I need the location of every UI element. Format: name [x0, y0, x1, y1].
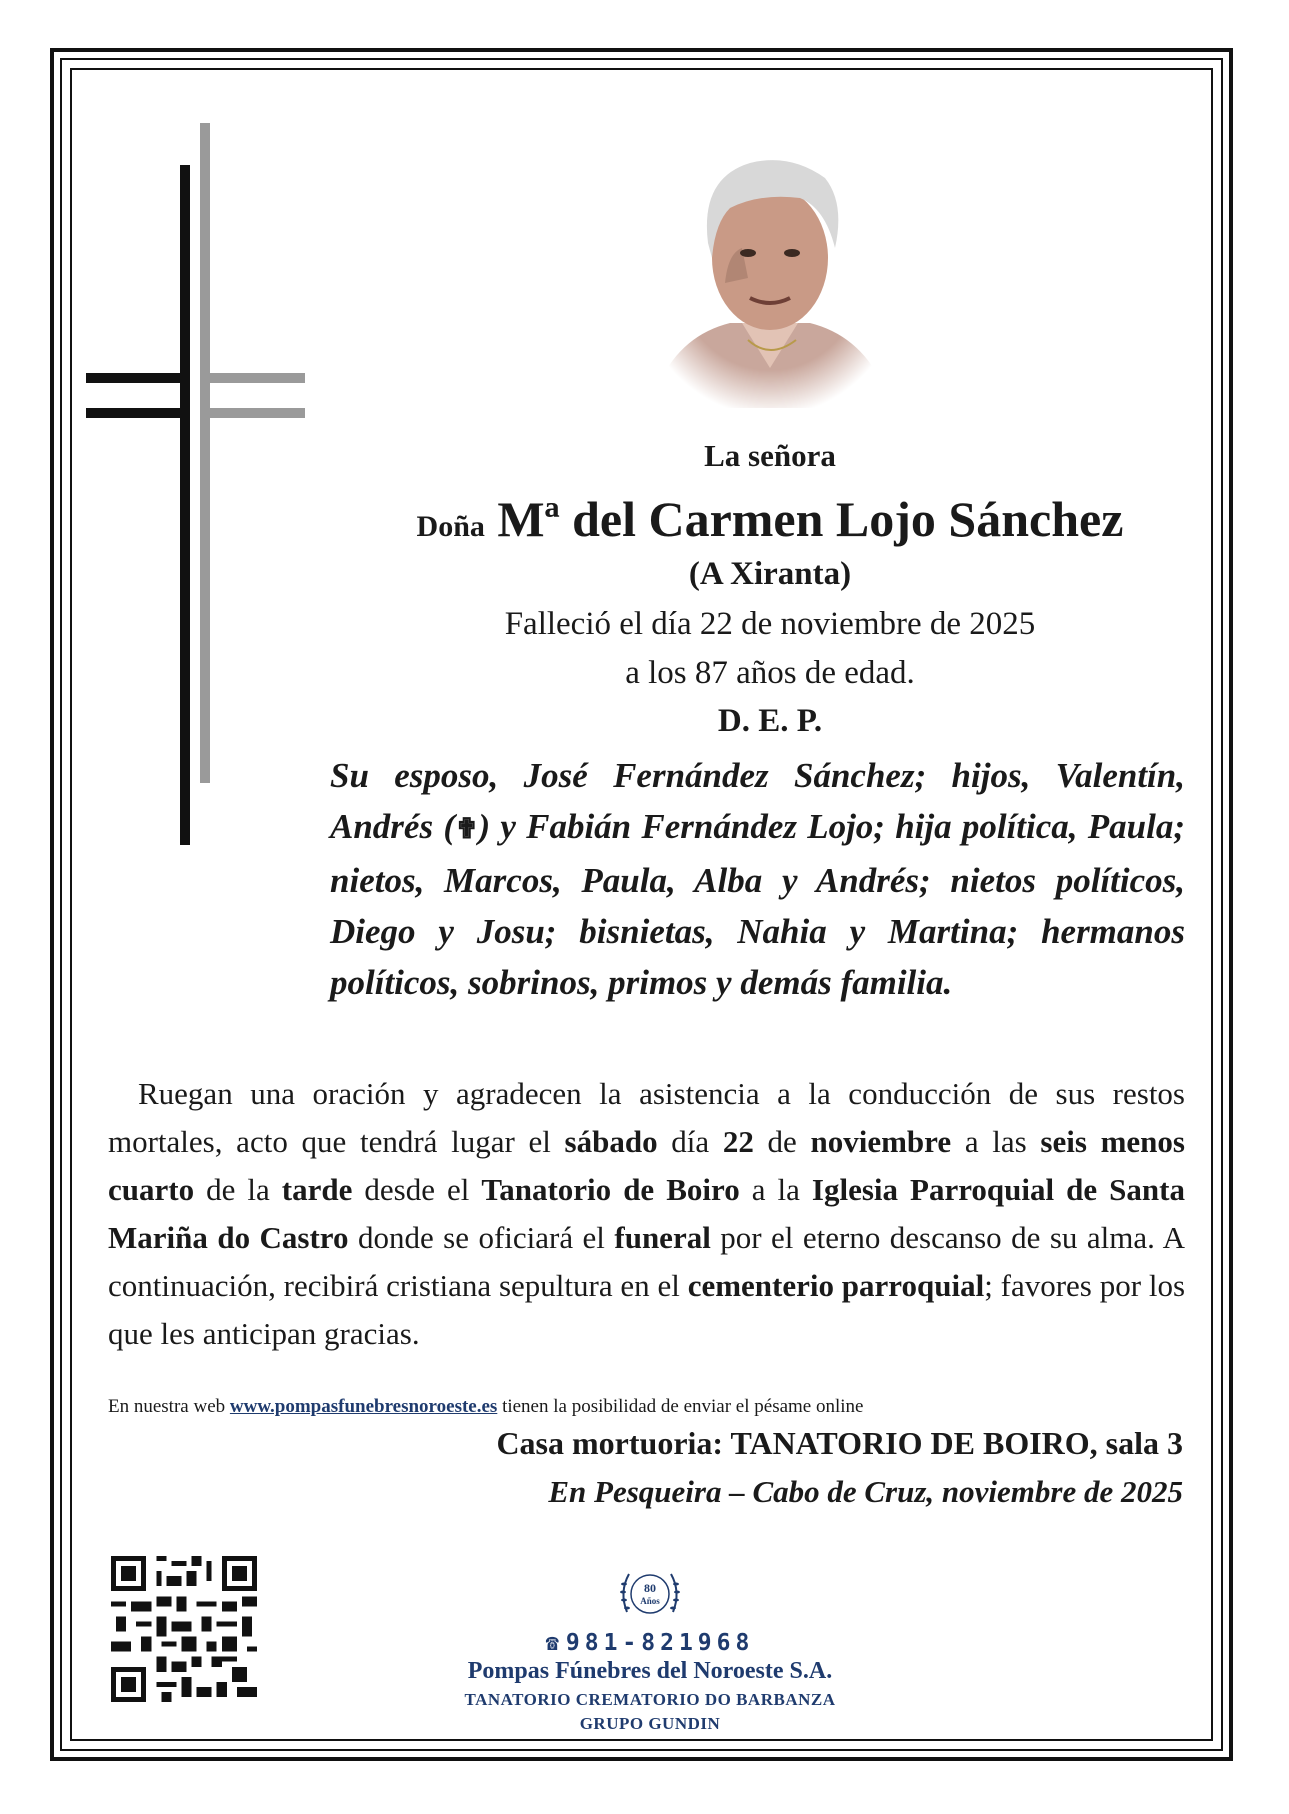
anniversary-badge-icon: [615, 1560, 685, 1630]
body-text-10: ; favores por los que les anticipan gracias.: [108, 1268, 1186, 1351]
body-text-1: Ruegan una oración y agradecen la asistencia a la conducción de sus restos mortales, acto que tendrá lugar el: [108, 1076, 1185, 1159]
deceased-name: [330, 490, 1210, 548]
body-text-3: de: [753, 1124, 811, 1159]
body-bold-9: cementerio parroquial: [687, 1268, 985, 1303]
phone-number[interactable]: [400, 1630, 900, 1656]
cross-black-vertical: [180, 165, 190, 845]
ceremony-paragraph: [108, 1070, 1185, 1358]
qr-code-icon[interactable]: [111, 1556, 257, 1702]
company-subtitle-1: TANATORIO CREMATORIO DO BARBANZA: [464, 1690, 836, 1709]
place-date-line: En Pesqueira – Cabo de Cruz, noviembre de 2025: [548, 1474, 1183, 1509]
body-bold-4: seis menos cuarto: [108, 1124, 1185, 1207]
company-subtitle-2: GRUPO GUNDIN: [579, 1714, 721, 1733]
body-text-5: de la: [194, 1172, 282, 1207]
body-text-6: desde el: [352, 1172, 482, 1207]
body-bold-5: tarde: [281, 1172, 353, 1207]
badge-number: 80: [644, 1581, 656, 1595]
body-text-7: a la: [739, 1172, 812, 1207]
death-date-line: Falleció el día 22 de noviembre de 2025: [504, 606, 1036, 642]
phone-value: 981-821968: [565, 1630, 755, 1656]
family-paragraph: [330, 750, 1185, 1008]
family-text-1: Su esposo, José Fernández Sánchez; hijos, Valentín, Andrés (: [330, 756, 1185, 846]
rip-text: D. E. P.: [717, 703, 823, 739]
intro-text: La señora: [704, 438, 836, 473]
portrait-photo: [630, 108, 910, 418]
name-main: Mª del Carmen Lojo Sánchez: [497, 491, 1124, 547]
phone-icon: ☎: [545, 1631, 564, 1656]
cross-grey-horizontal-bottom: [200, 408, 305, 418]
body-bold-1: sábado: [564, 1124, 658, 1159]
body-bold-2: 22: [722, 1124, 754, 1159]
small-cross-icon: ✟: [454, 814, 479, 845]
web-prefix: En nuestra web: [108, 1396, 230, 1417]
badge-text: Años: [640, 1596, 660, 1606]
cross-grey-horizontal-top: [200, 373, 305, 383]
age-line: a los 87 años de edad.: [625, 655, 915, 691]
body-text-2: día: [657, 1124, 723, 1159]
web-suffix: tienen la posibilidad de enviar el pésame online: [497, 1396, 864, 1417]
nickname: (A Xiranta): [688, 556, 852, 592]
body-text-4: a las: [951, 1124, 1041, 1159]
body-bold-3: noviembre: [810, 1124, 952, 1159]
funeral-home-line: Casa mortuoria: TANATORIO DE BOIRO, sala 3: [496, 1425, 1183, 1461]
body-text-9: por el eterno descanso de su alma. A continuación, recibirá cristiana sepultura en el: [108, 1220, 1185, 1303]
web-note: [108, 1396, 1188, 1418]
body-bold-7: Iglesia Parroquial de Santa Mariña do Castro: [108, 1172, 1185, 1255]
website-link[interactable]: www.pompasfunebresnoroeste.es: [229, 1396, 498, 1417]
body-text-8: donde se oficiará el: [348, 1220, 615, 1255]
body-bold-8: funeral: [614, 1220, 711, 1255]
family-text-2: ) y Fabián Fernández Lojo; hija política, Paula; nietos, Marcos, Paula, Alba y Andrés; nietos políticos, Diego y Josu; bisnietas, Nahia y Martina; hermanos políticos, sobrinos, primos y demás familia.: [330, 807, 1185, 1002]
name-prefix: Doña: [416, 510, 485, 543]
body-bold-6: Tanatorio de Boiro: [481, 1172, 740, 1207]
company-name: Pompas Fúnebres del Noroeste S.A.: [467, 1658, 833, 1684]
cross-black-horizontal-bottom: [86, 408, 190, 418]
cross-black-horizontal-top: [86, 373, 190, 383]
cross-grey-vertical: [200, 123, 210, 783]
